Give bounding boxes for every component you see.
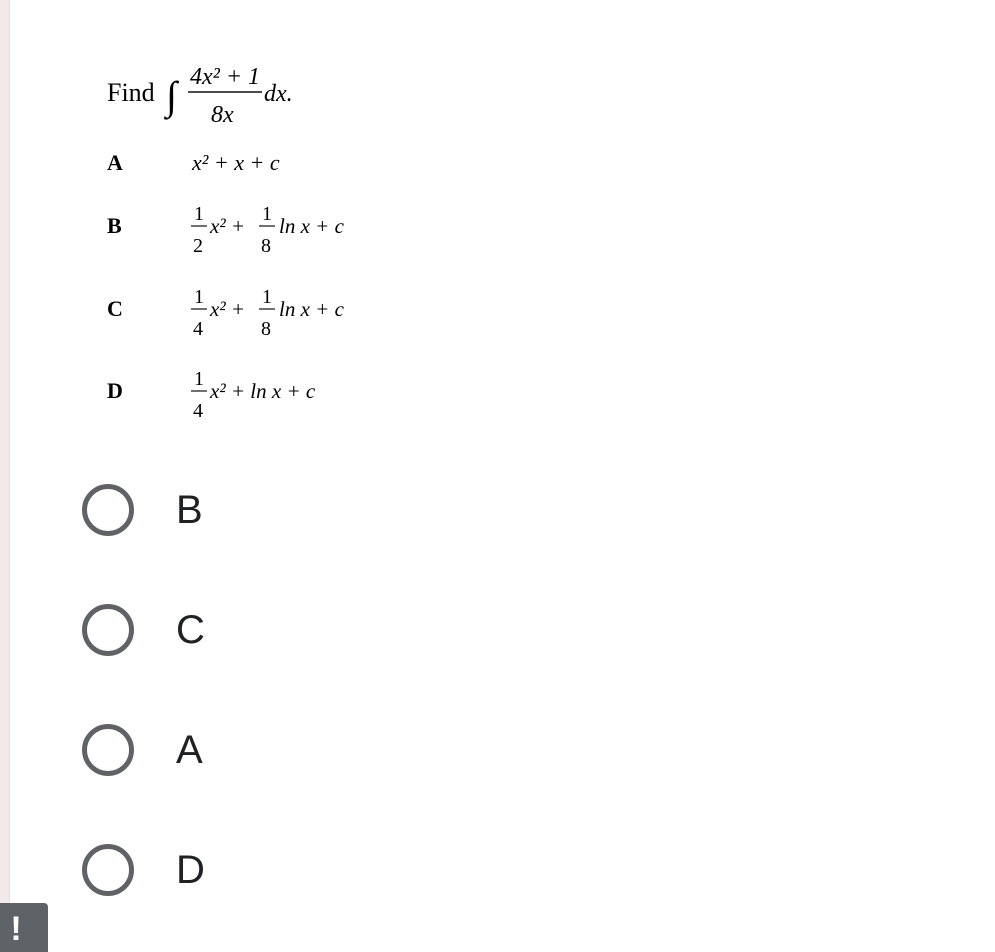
report-flag-button[interactable] bbox=[0, 903, 48, 952]
option-label: C bbox=[176, 608, 205, 652]
option-label: B bbox=[176, 488, 203, 532]
option-label: A bbox=[176, 728, 203, 772]
radio-button[interactable] bbox=[82, 724, 134, 776]
exclamation-icon: ! bbox=[10, 910, 22, 948]
option-a[interactable] bbox=[82, 715, 942, 785]
integrand-denominator: 8x bbox=[211, 102, 234, 128]
choice-c-coef1-num: 1 bbox=[194, 286, 204, 308]
choice-c-tail: ln x + c bbox=[279, 297, 344, 321]
radio-button[interactable] bbox=[82, 484, 134, 536]
choice-d-letter: D bbox=[107, 378, 123, 403]
find-label: Find bbox=[107, 78, 155, 107]
choice-b-coef1-num: 1 bbox=[194, 203, 204, 225]
choice-b-letter: B bbox=[107, 213, 122, 238]
choice-d-coef1-num: 1 bbox=[194, 368, 204, 390]
option-c[interactable] bbox=[82, 595, 942, 665]
choice-b-coef1-den: 2 bbox=[193, 235, 203, 257]
choice-a-expr: x² + x + c bbox=[192, 150, 280, 175]
choice-a-letter: A bbox=[107, 150, 123, 175]
radio-button[interactable] bbox=[82, 604, 134, 656]
choice-b-coef2-den: 8 bbox=[261, 235, 271, 257]
integrand-numerator: 4x² + 1 bbox=[190, 64, 261, 90]
choice-d-coef1-den: 4 bbox=[193, 400, 203, 422]
choice-c-coef1-den: 4 bbox=[193, 318, 203, 340]
choice-c-mid: x² + bbox=[210, 297, 246, 321]
question-image bbox=[0, 0, 995, 440]
option-d[interactable] bbox=[82, 835, 942, 905]
choice-b-coef2-num: 1 bbox=[262, 203, 272, 225]
integral-sign: ∫ bbox=[166, 73, 177, 118]
option-label: D bbox=[176, 848, 205, 892]
choice-d-tail: x² + ln x + c bbox=[210, 379, 316, 403]
choice-c-coef2-den: 8 bbox=[261, 318, 271, 340]
radio-button[interactable] bbox=[82, 844, 134, 896]
choice-c-coef2-num: 1 bbox=[262, 286, 272, 308]
option-b[interactable] bbox=[82, 475, 942, 545]
choice-b-tail: ln x + c bbox=[279, 214, 344, 238]
integrand-dx: dx. bbox=[264, 81, 293, 107]
choice-c-letter: C bbox=[107, 296, 123, 321]
choice-b-mid: x² + bbox=[210, 214, 246, 238]
